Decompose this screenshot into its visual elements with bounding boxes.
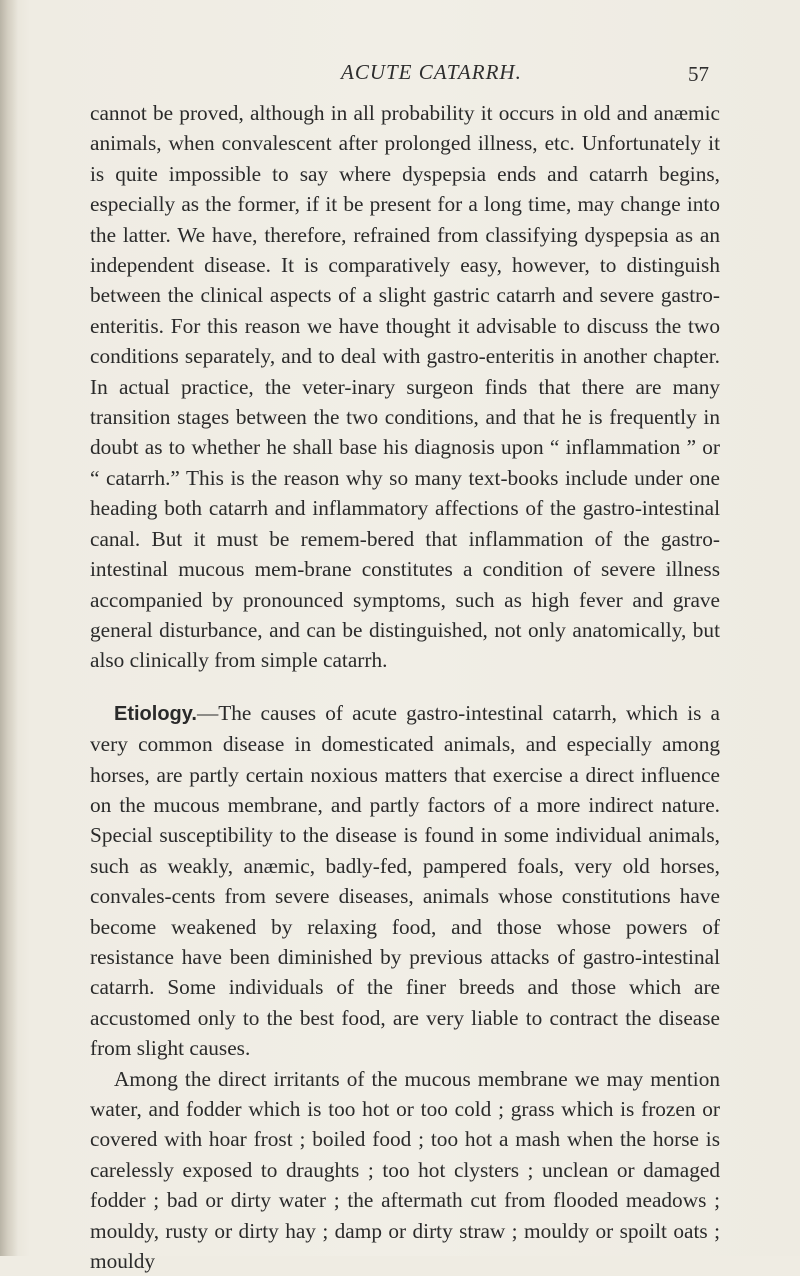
- body-text: [90, 98, 720, 1276]
- running-title: ACUTE CATARRH.: [341, 60, 522, 84]
- running-head: [0, 60, 800, 90]
- binding-gutter: [0, 0, 18, 1256]
- paragraph-2: —The causes of acute gastro-intestinal catarrh, which is a very common disease in domesticated animals, and especially among horses, are partly certain noxious matters that exercise a direct influence on the mucous membrane, and partly factors of a more indirect nature. Special susceptibility to the disease is found in some individual animals, such as weakly, anæmic, badly-fed, pampered foals, very old horses, convales-cents from severe diseases, animals whose constitutions have become weakened by relaxing food, and those whose powers of resistance have been diminished by previous attacks of gastro-intestinal catarrh. Some individuals of the finer breeds and those which are accustomed only to the best food, are very liable to contract the disease from slight causes.: [90, 700, 720, 1061]
- page-number: 57: [688, 62, 709, 86]
- paragraph-1: cannot be proved, although in all probability it occurs in old and anæmic animals, when convalescent after prolonged illness, etc. Unfortunately it is quite impossible to say where dyspepsia ends and catarrh begins, especially as the former, if it be present for a long time, may change into the latter. We have, therefore, refrained from classifying dyspepsia as an independent disease. It is comparatively easy, however, to distinguish between the clinical aspects of a slight gastric catarrh and severe gastro-enteritis. For this reason we have thought it advisable to discuss the two conditions separately, and to deal with gastro-enteritis in another chapter. In actual practice, the veter-inary surgeon finds that there are many transition stages between the two conditions, and that he is frequently in doubt as to whether he shall base his diagnosis upon “ inflammation ” or “ catarrh.” This is the reason why so many text-books include under one heading both catarrh and inflammatory affections of the gastro-intestinal canal. But it must be remem-bered that inflammation of the gastro-intestinal mucous mem-brane constitutes a condition of severe illness accompanied by pronounced symptoms, such as high fever and grave general disturbance, and can be distinguished, not only anatomically, but also clinically from simple catarrh.: [90, 101, 720, 673]
- paragraph-3: Among the direct irritants of the mucous membrane we may mention water, and fodder which is too hot or too cold ; grass which is frozen or covered with hoar frost ; boiled food ; too hot a mash when the horse is carelessly exposed to draughts ; too hot clysters ; unclean or damaged fodder ; bad or dirty water ; the aftermath cut from flooded meadows ; mouldy, rusty or dirty hay ; damp or dirty straw ; mouldy or spoilt oats ; mouldy: [90, 1066, 720, 1274]
- etiology-heading: Etiology.: [114, 702, 197, 725]
- paragraph-etiology: [90, 698, 720, 1064]
